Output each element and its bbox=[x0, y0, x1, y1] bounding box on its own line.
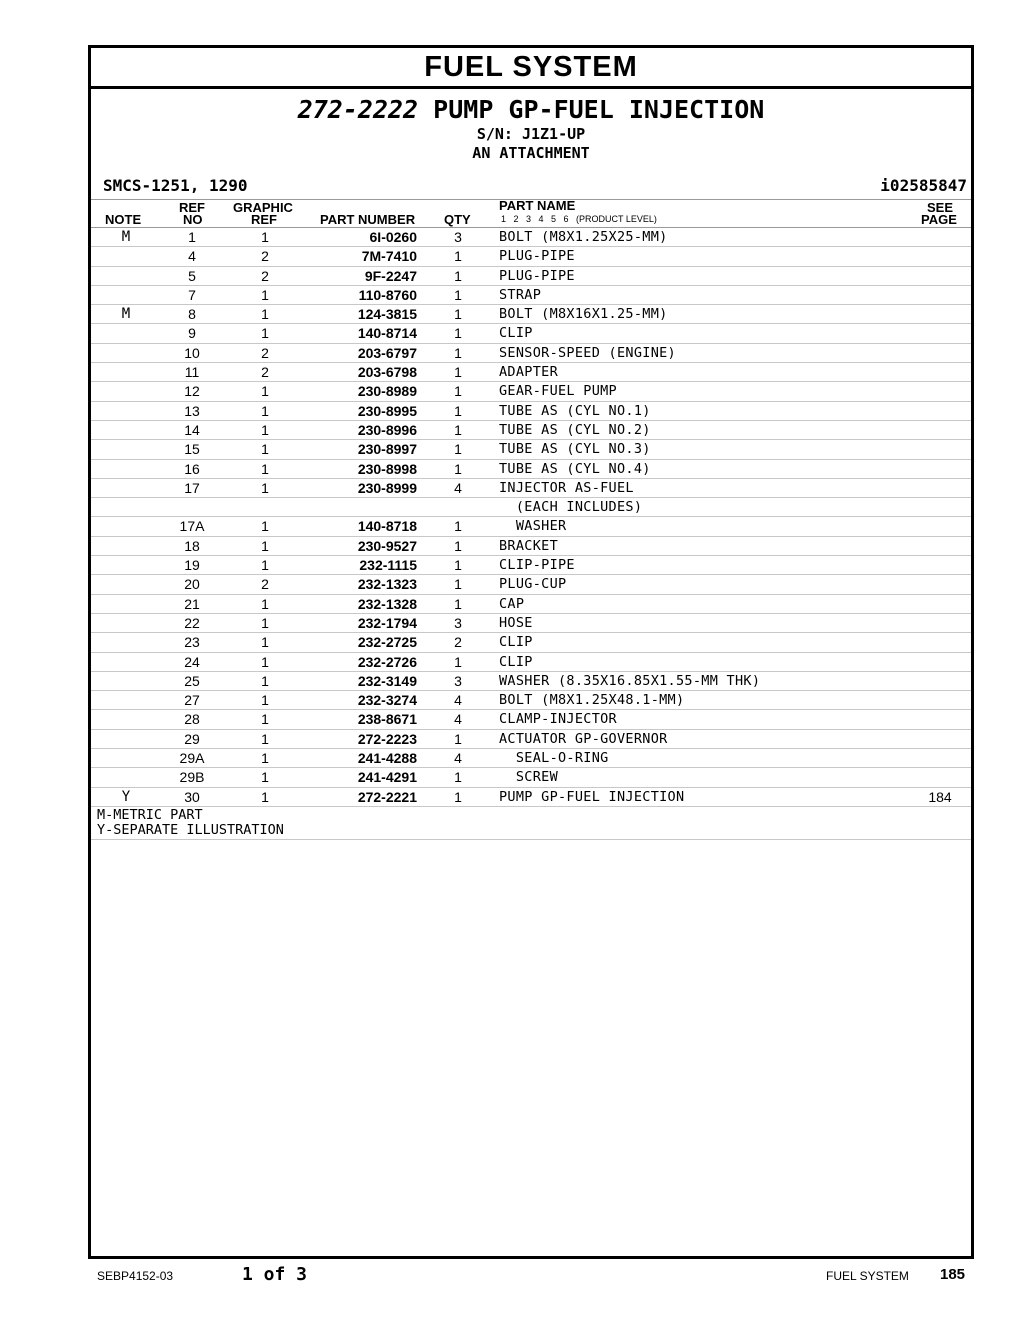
footer-page-number: 185 bbox=[940, 1266, 966, 1283]
qty-cell: 1 bbox=[454, 364, 462, 381]
part-number-cell: 241-4291 bbox=[357, 769, 417, 786]
part-name-cell: WASHER bbox=[499, 518, 567, 535]
table-row bbox=[91, 537, 971, 556]
qty-cell: 2 bbox=[454, 634, 462, 651]
table-row bbox=[91, 460, 971, 479]
ref-no-cell: 25 bbox=[184, 672, 200, 689]
notes-legend bbox=[91, 807, 971, 840]
graphic-ref-cell: 1 bbox=[261, 750, 269, 767]
ref-no-cell: 29A bbox=[179, 750, 205, 767]
ref-no-cell: 12 bbox=[184, 383, 200, 400]
part-name-cell: CLIP bbox=[499, 634, 533, 651]
part-number-cell: 230-8999 bbox=[357, 479, 417, 496]
qty-cell: 1 bbox=[454, 653, 462, 670]
header-see-top: SEE bbox=[927, 200, 954, 215]
part-name-cell: TUBE AS (CYL NO.1) bbox=[499, 402, 651, 419]
part-name-cell: CLAMP-INJECTOR bbox=[499, 711, 617, 728]
table-row bbox=[91, 440, 971, 459]
table-row bbox=[91, 247, 971, 266]
part-number-cell: 230-8996 bbox=[357, 421, 417, 438]
ref-no-cell: 21 bbox=[184, 595, 200, 612]
part-number-cell: 140-8714 bbox=[357, 325, 417, 342]
header-qty: QTY bbox=[444, 212, 471, 227]
table-row bbox=[91, 556, 971, 575]
part-number-cell: 232-2725 bbox=[357, 634, 417, 651]
ref-no-cell: 5 bbox=[188, 267, 196, 284]
qty-cell: 1 bbox=[454, 576, 462, 593]
qty-cell: 3 bbox=[454, 614, 462, 631]
graphic-ref-cell: 1 bbox=[261, 537, 269, 554]
note-cell: M bbox=[121, 306, 131, 323]
see-page-cell: 184 bbox=[928, 788, 952, 805]
qty-cell: 1 bbox=[454, 402, 462, 419]
graphic-ref-cell: 1 bbox=[261, 479, 269, 496]
part-name-cell: HOSE bbox=[499, 614, 533, 631]
ref-no-cell: 1 bbox=[188, 229, 196, 245]
graphic-ref-cell: 2 bbox=[261, 248, 269, 265]
part-name-cell: TUBE AS (CYL NO.2) bbox=[499, 421, 651, 438]
graphic-ref-cell: 1 bbox=[261, 672, 269, 689]
part-name-cell: CLIP bbox=[499, 653, 533, 670]
ref-no-cell: 15 bbox=[184, 441, 200, 458]
qty-cell: 1 bbox=[454, 518, 462, 535]
section-title-bar bbox=[91, 48, 971, 89]
ref-no-cell: 29B bbox=[179, 769, 205, 786]
part-name-cell: INJECTOR AS-FUEL bbox=[499, 479, 634, 496]
graphic-ref-cell: 2 bbox=[261, 364, 269, 381]
graphic-ref-cell: 1 bbox=[261, 692, 269, 709]
ref-no-cell: 17A bbox=[179, 518, 205, 535]
part-number-cell: 232-3274 bbox=[357, 692, 417, 709]
footer-section: FUEL SYSTEM bbox=[826, 1269, 909, 1283]
part-number-cell: 238-8671 bbox=[357, 711, 417, 728]
graphic-ref-cell: 1 bbox=[261, 614, 269, 631]
qty-cell: 4 bbox=[454, 479, 462, 496]
graphic-ref-cell: 1 bbox=[261, 769, 269, 786]
qty-cell: 1 bbox=[454, 286, 462, 303]
part-number-cell: 232-1323 bbox=[357, 576, 417, 593]
qty-cell: 1 bbox=[454, 788, 462, 805]
part-name-cell: PUMP GP-FUEL INJECTION bbox=[499, 788, 685, 805]
table-row bbox=[91, 363, 971, 382]
table-row bbox=[91, 691, 971, 710]
graphic-ref-cell: 1 bbox=[261, 730, 269, 747]
part-name-cell: SCREW bbox=[499, 769, 558, 786]
table-row bbox=[91, 228, 971, 247]
part-name-cell: PLUG-PIPE bbox=[499, 248, 575, 265]
table-row bbox=[91, 749, 971, 768]
qty-cell: 1 bbox=[454, 730, 462, 747]
table-row bbox=[91, 517, 971, 536]
graphic-ref-cell: 1 bbox=[261, 460, 269, 477]
graphic-ref-cell: 1 bbox=[261, 711, 269, 728]
table-row bbox=[91, 730, 971, 749]
footer-document-number: SEBP4152-03 bbox=[97, 1269, 174, 1283]
part-name-cell: STRAP bbox=[499, 286, 542, 303]
header-part-name: PART NAME bbox=[499, 198, 576, 213]
part-number-cell: 6I-0260 bbox=[369, 229, 417, 245]
part-number-cell: 203-6798 bbox=[357, 364, 417, 381]
graphic-ref-cell: 1 bbox=[261, 634, 269, 651]
ref-no-cell: 19 bbox=[184, 557, 200, 574]
ref-no-cell: 14 bbox=[184, 421, 200, 438]
qty-cell: 1 bbox=[454, 557, 462, 574]
part-number-cell: 203-6797 bbox=[357, 344, 417, 361]
header-graphic-bottom: REF bbox=[251, 212, 277, 227]
qty-cell: 1 bbox=[454, 441, 462, 458]
qty-cell: 1 bbox=[454, 306, 462, 323]
table-row bbox=[91, 672, 971, 691]
group-heading bbox=[91, 89, 971, 173]
header-product-levels: 1 2 3 4 5 6 (PRODUCT LEVEL) bbox=[501, 214, 657, 224]
group-number: 272-2222 bbox=[297, 95, 419, 124]
graphic-ref-cell: 1 bbox=[261, 557, 269, 574]
part-name-cell: GEAR-FUEL PUMP bbox=[499, 383, 617, 400]
part-number-cell: 230-8997 bbox=[357, 441, 417, 458]
part-name-cell: ACTUATOR GP-GOVERNOR bbox=[499, 730, 668, 747]
part-number-cell: 232-1115 bbox=[359, 557, 417, 574]
qty-cell: 1 bbox=[454, 595, 462, 612]
ref-no-cell: 18 bbox=[184, 537, 200, 554]
ref-no-cell: 13 bbox=[184, 402, 200, 419]
ref-no-cell: 24 bbox=[184, 653, 200, 670]
part-name-cell: TUBE AS (CYL NO.4) bbox=[499, 460, 651, 477]
ref-no-cell: 4 bbox=[188, 248, 196, 265]
qty-cell: 4 bbox=[454, 750, 462, 767]
ref-no-cell: 7 bbox=[188, 286, 196, 303]
table-row bbox=[91, 595, 971, 614]
qty-cell: 1 bbox=[454, 267, 462, 284]
graphic-ref-cell: 1 bbox=[261, 229, 269, 245]
table-row bbox=[91, 382, 971, 401]
group-title bbox=[91, 95, 971, 125]
ref-no-cell: 8 bbox=[188, 306, 196, 323]
part-name-cell: BRACKET bbox=[499, 537, 558, 554]
header-ref-top: REF bbox=[179, 200, 205, 215]
qty-cell: 1 bbox=[454, 383, 462, 400]
legend-line: M-METRIC PART bbox=[97, 806, 203, 823]
qty-cell: 1 bbox=[454, 460, 462, 477]
ref-no-cell: 10 bbox=[184, 344, 200, 361]
note-cell: M bbox=[121, 229, 131, 245]
part-number-cell: 110-8760 bbox=[358, 286, 417, 303]
graphic-ref-cell: 2 bbox=[261, 344, 269, 361]
qty-cell: 1 bbox=[454, 769, 462, 786]
smcs-row bbox=[91, 173, 971, 200]
section-title: FUEL SYSTEM bbox=[424, 51, 638, 83]
header-see-bottom: PAGE bbox=[921, 212, 957, 227]
qty-cell: 1 bbox=[454, 325, 462, 342]
table-row bbox=[91, 575, 971, 594]
part-number-cell: 230-8989 bbox=[357, 383, 417, 400]
part-name-cell: CAP bbox=[499, 595, 525, 612]
qty-cell: 1 bbox=[454, 537, 462, 554]
ref-no-cell: 23 bbox=[184, 634, 200, 651]
page-frame bbox=[88, 45, 974, 1259]
part-number-cell: 230-8995 bbox=[357, 402, 417, 419]
note-cell: Y bbox=[121, 788, 131, 805]
ref-no-cell: 29 bbox=[184, 730, 200, 747]
graphic-ref-cell: 1 bbox=[261, 595, 269, 612]
qty-cell: 4 bbox=[454, 692, 462, 709]
part-name-cell: (EACH INCLUDES) bbox=[499, 499, 643, 516]
group-type: AN ATTACHMENT bbox=[472, 144, 590, 162]
part-number-cell: 232-1328 bbox=[357, 595, 417, 612]
part-number-cell: 272-2221 bbox=[357, 788, 417, 805]
table-row bbox=[91, 653, 971, 672]
ref-no-cell: 9 bbox=[188, 325, 196, 342]
table-row bbox=[91, 614, 971, 633]
graphic-ref-cell: 2 bbox=[261, 267, 269, 284]
ref-no-cell: 30 bbox=[184, 788, 200, 805]
graphic-ref-cell: 1 bbox=[261, 306, 269, 323]
page-footer bbox=[0, 1264, 1020, 1288]
qty-cell: 1 bbox=[454, 248, 462, 265]
part-number-cell: 232-1794 bbox=[357, 614, 417, 631]
graphic-ref-cell: 1 bbox=[261, 325, 269, 342]
graphic-ref-cell: 1 bbox=[261, 653, 269, 670]
table-row bbox=[91, 305, 971, 324]
part-name-cell: CLIP bbox=[499, 325, 533, 342]
ref-no-cell: 16 bbox=[184, 460, 200, 477]
header-note: NOTE bbox=[105, 212, 142, 227]
table-row bbox=[91, 267, 971, 286]
part-number-cell: 140-8718 bbox=[357, 518, 417, 535]
graphic-ref-cell: 1 bbox=[261, 383, 269, 400]
part-number-cell: 272-2223 bbox=[357, 730, 417, 747]
part-number-cell: 232-3149 bbox=[357, 672, 417, 689]
header-graphic-top: GRAPHIC bbox=[233, 200, 293, 215]
qty-cell: 1 bbox=[454, 421, 462, 438]
table-row bbox=[91, 633, 971, 652]
header-ref-bottom: NO bbox=[183, 212, 203, 227]
ref-no-cell: 17 bbox=[184, 479, 200, 496]
part-number-cell: 124-3815 bbox=[357, 306, 417, 323]
table-row bbox=[91, 402, 971, 421]
table-row bbox=[91, 788, 971, 807]
graphic-ref-cell: 2 bbox=[261, 576, 269, 593]
part-number-cell: 9F-2247 bbox=[364, 267, 417, 284]
part-number-cell: 7M-7410 bbox=[361, 248, 417, 265]
part-number-cell: 230-9527 bbox=[357, 537, 417, 554]
graphic-ref-cell: 1 bbox=[261, 441, 269, 458]
part-name-cell: BOLT (M8X1.25X25-MM) bbox=[499, 229, 668, 245]
serial-range: S/N: J1Z1-UP bbox=[476, 125, 586, 143]
ref-no-cell: 28 bbox=[184, 711, 200, 728]
part-name-cell: BOLT (M8X1.25X48.1-MM) bbox=[499, 692, 685, 709]
part-name-cell: BOLT (M8X16X1.25-MM) bbox=[499, 306, 668, 323]
legend-line: Y-SEPARATE ILLUSTRATION bbox=[97, 821, 284, 838]
table-row bbox=[91, 344, 971, 363]
qty-cell: 3 bbox=[454, 672, 462, 689]
table-row bbox=[91, 710, 971, 729]
graphic-ref-cell: 1 bbox=[261, 421, 269, 438]
column-headers bbox=[91, 200, 971, 228]
graphic-ref-cell: 1 bbox=[261, 402, 269, 419]
footer-page-of: 1 of 3 bbox=[242, 1264, 308, 1285]
part-name-cell: SEAL-O-RING bbox=[499, 750, 609, 767]
part-name-cell: PLUG-PIPE bbox=[499, 267, 575, 284]
part-name-cell: PLUG-CUP bbox=[499, 576, 567, 593]
qty-cell: 1 bbox=[454, 344, 462, 361]
ref-no-cell: 22 bbox=[184, 614, 200, 631]
header-part-number: PART NUMBER bbox=[320, 212, 416, 227]
table-row bbox=[91, 324, 971, 343]
part-number-cell: 232-2726 bbox=[357, 653, 417, 670]
graphic-ref-cell: 1 bbox=[261, 788, 269, 805]
part-name-cell: SENSOR-SPEED (ENGINE) bbox=[499, 344, 676, 361]
graphic-ref-cell: 1 bbox=[261, 518, 269, 535]
part-number-cell: 230-8998 bbox=[357, 460, 417, 477]
part-number-cell: 241-4288 bbox=[357, 750, 417, 767]
ref-no-cell: 20 bbox=[184, 576, 200, 593]
part-name-cell: WASHER (8.35X16.85X1.55-MM THK) bbox=[499, 672, 761, 689]
table-row bbox=[91, 498, 971, 517]
group-name: PUMP GP-FUEL INJECTION bbox=[433, 95, 765, 124]
table-row bbox=[91, 768, 971, 787]
table-row bbox=[91, 479, 971, 498]
graphic-ref-cell: 1 bbox=[261, 286, 269, 303]
part-name-cell: CLIP-PIPE bbox=[499, 557, 575, 574]
qty-cell: 4 bbox=[454, 711, 462, 728]
ref-no-cell: 27 bbox=[184, 692, 200, 709]
qty-cell: 3 bbox=[454, 229, 462, 245]
part-name-cell: TUBE AS (CYL NO.3) bbox=[499, 441, 651, 458]
table-row bbox=[91, 421, 971, 440]
ref-no-cell: 11 bbox=[184, 364, 200, 381]
table-row bbox=[91, 286, 971, 305]
part-name-cell: ADAPTER bbox=[499, 364, 558, 381]
parts-table bbox=[91, 228, 971, 807]
smcs-codes: SMCS-1251, 1290 bbox=[103, 176, 248, 195]
document-id: i02585847 bbox=[880, 176, 967, 195]
